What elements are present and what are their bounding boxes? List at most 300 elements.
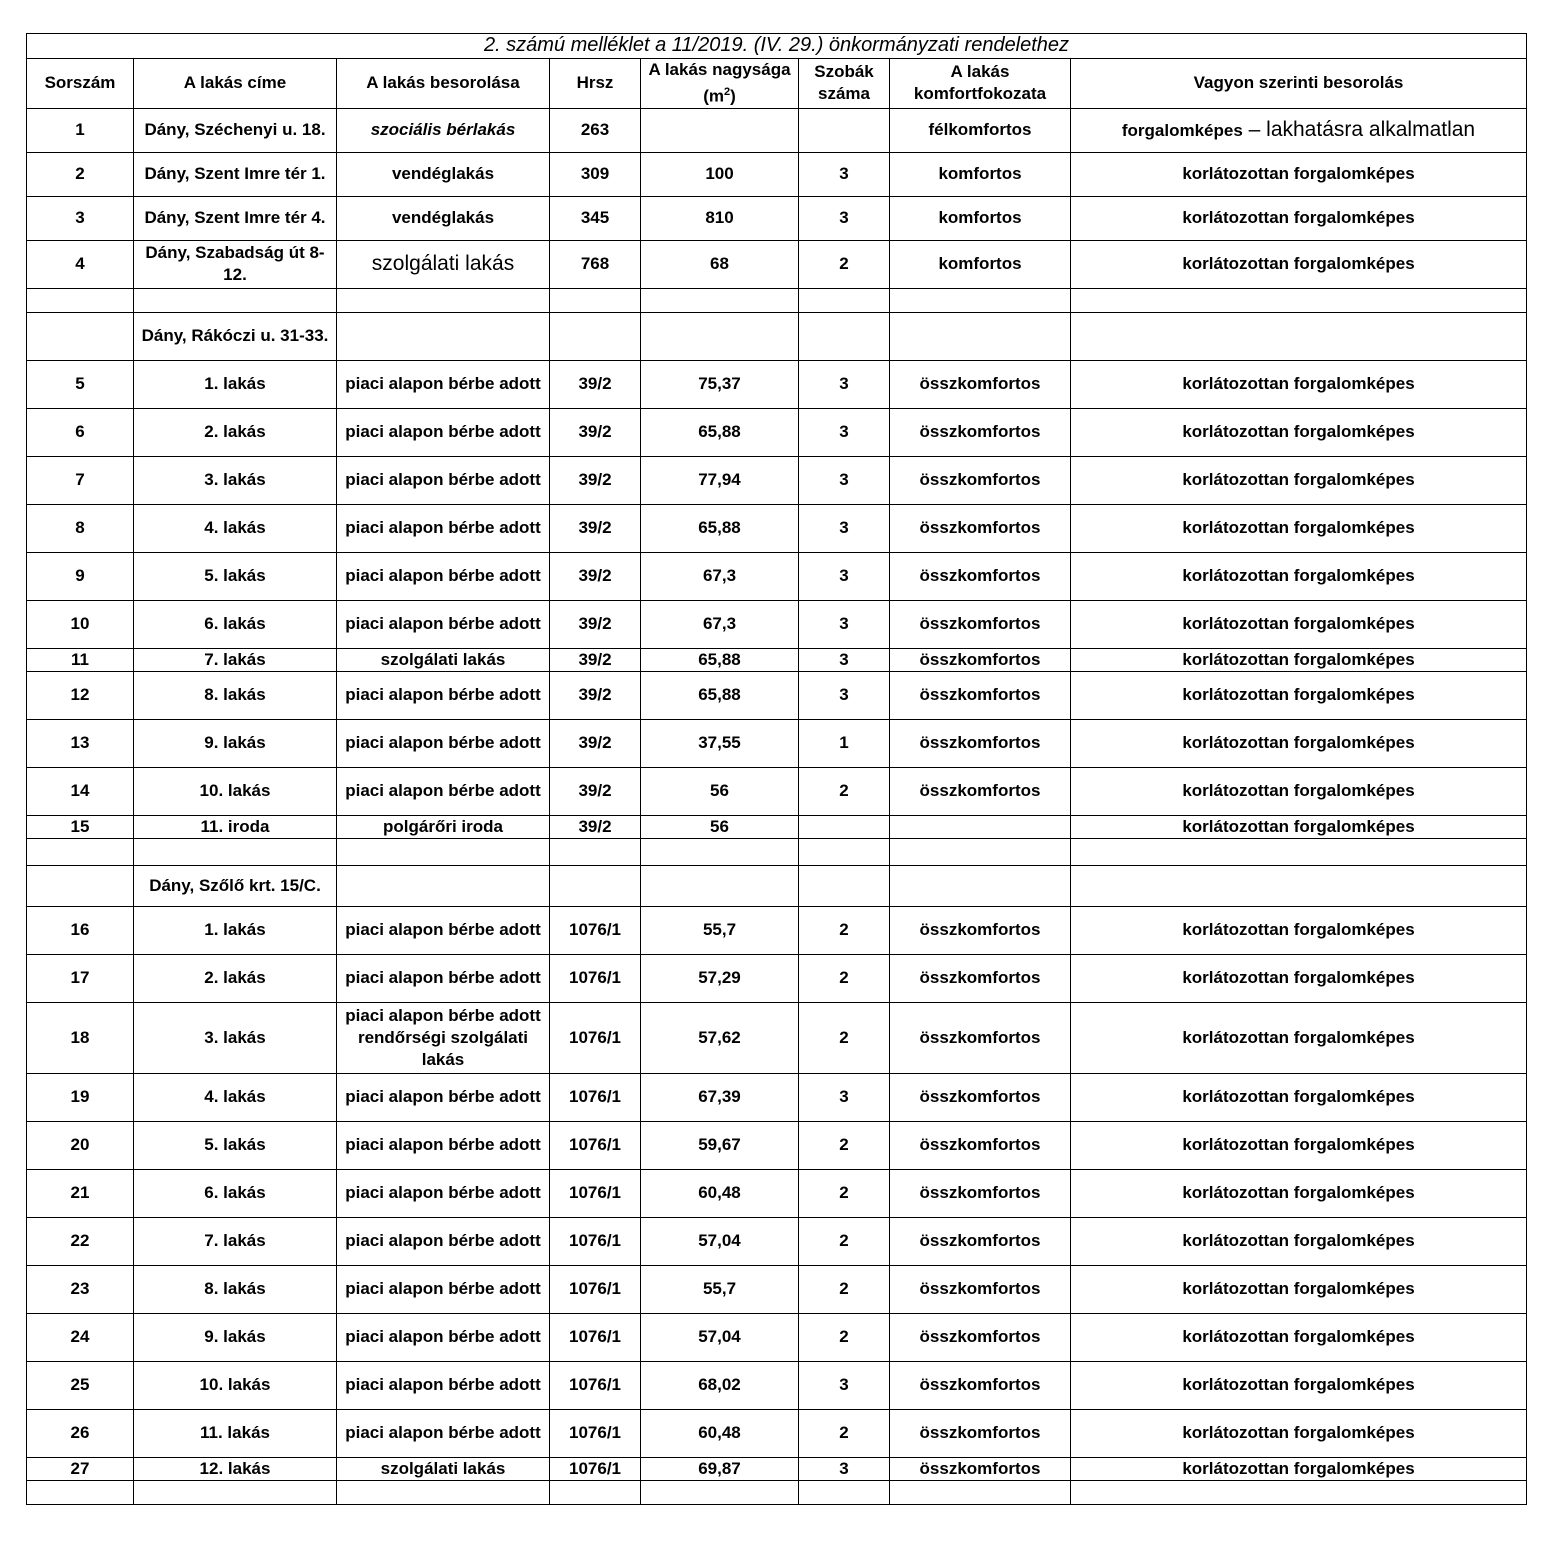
cell-komfort: komfortos — [890, 152, 1071, 196]
cell-vagyon — [1071, 1457, 1527, 1480]
cell-vagyon — [1071, 671, 1527, 719]
cell-sorszam: 18 — [27, 1002, 134, 1073]
cell-besorolas: piaci alapon bérbe adott — [337, 954, 550, 1002]
vagyon-main: korlátozottan forgalomképes — [1182, 781, 1415, 801]
cell-hrsz: 39/2 — [550, 408, 641, 456]
header-besorolas: A lakás besorolása — [337, 59, 550, 109]
cell-komfort: komfortos — [890, 240, 1071, 288]
cell-nagysag: 57,62 — [641, 1002, 799, 1073]
cell-komfort: összkomfortos — [890, 1313, 1071, 1361]
cell-sorszam: 20 — [27, 1121, 134, 1169]
cell-sorszam: 7 — [27, 456, 134, 504]
cell-sorszam: 9 — [27, 552, 134, 600]
cell-sorszam — [27, 312, 134, 360]
cell-nagysag: 65,88 — [641, 408, 799, 456]
cell-nagysag — [641, 108, 799, 152]
cell-besorolas: piaci alapon bérbe adott — [337, 719, 550, 767]
table-row — [27, 906, 1527, 954]
vagyon-main: korlátozottan forgalomképes — [1182, 470, 1415, 490]
table-row — [27, 240, 1527, 288]
cell-nagysag — [641, 1480, 799, 1504]
cell-szobak — [799, 288, 890, 312]
vagyon-main: korlátozottan forgalomképes — [1182, 685, 1415, 705]
cell-nagysag: 57,29 — [641, 954, 799, 1002]
vagyon-main: korlátozottan forgalomképes — [1182, 1423, 1415, 1443]
cell-besorolas: piaci alapon bérbe adott — [337, 1217, 550, 1265]
table-row — [27, 408, 1527, 456]
table-row — [27, 1169, 1527, 1217]
cell-komfort — [890, 865, 1071, 906]
cell-komfort: összkomfortos — [890, 1169, 1071, 1217]
cell-hrsz: 345 — [550, 196, 641, 240]
cell-besorolas: piaci alapon bérbe adott — [337, 1265, 550, 1313]
cell-szobak — [799, 312, 890, 360]
cell-besorolas — [337, 865, 550, 906]
table-row — [27, 1073, 1527, 1121]
cell-hrsz: 1076/1 — [550, 1217, 641, 1265]
annex-title: 2. számú melléklet a 11/2019. (IV. 29.) önkormányzati rendelethez — [26, 33, 1527, 58]
cell-nagysag — [641, 312, 799, 360]
table-row — [27, 552, 1527, 600]
cell-hrsz: 263 — [550, 108, 641, 152]
cell-besorolas: piaci alapon bérbe adott — [337, 1361, 550, 1409]
cell-komfort: összkomfortos — [890, 1217, 1071, 1265]
cell-vagyon — [1071, 1169, 1527, 1217]
vagyon-main: korlátozottan forgalomképes — [1182, 649, 1415, 669]
cell-cim: 10. lakás — [134, 1361, 337, 1409]
cell-szobak: 2 — [799, 1265, 890, 1313]
cell-szobak — [799, 108, 890, 152]
cell-komfort: összkomfortos — [890, 1265, 1071, 1313]
cell-hrsz: 39/2 — [550, 671, 641, 719]
cell-sorszam: 23 — [27, 1265, 134, 1313]
table-row — [27, 1313, 1527, 1361]
cell-besorolas: piaci alapon bérbe adott — [337, 671, 550, 719]
vagyon-main: korlátozottan forgalomképes — [1182, 920, 1415, 940]
cell-sorszam: 21 — [27, 1169, 134, 1217]
cell-szobak: 2 — [799, 767, 890, 815]
cell-nagysag — [641, 838, 799, 865]
cell-vagyon — [1071, 152, 1527, 196]
cell-nagysag: 75,37 — [641, 360, 799, 408]
cell-nagysag: 65,88 — [641, 648, 799, 671]
cell-nagysag: 67,39 — [641, 1073, 799, 1121]
cell-komfort — [890, 288, 1071, 312]
vagyon-main: korlátozottan forgalomképes — [1182, 968, 1415, 988]
cell-sorszam: 16 — [27, 906, 134, 954]
cell-szobak: 3 — [799, 1073, 890, 1121]
table-row — [27, 1002, 1527, 1073]
cell-vagyon — [1071, 240, 1527, 288]
cell-cim — [134, 288, 337, 312]
cell-vagyon — [1071, 1480, 1527, 1504]
cell-sorszam — [27, 838, 134, 865]
cell-hrsz: 1076/1 — [550, 1073, 641, 1121]
header-nagysag — [641, 59, 799, 109]
cell-besorolas: piaci alapon bérbe adott — [337, 552, 550, 600]
table-row — [27, 196, 1527, 240]
cell-komfort: összkomfortos — [890, 1121, 1071, 1169]
cell-hrsz: 39/2 — [550, 360, 641, 408]
cell-sorszam: 25 — [27, 1361, 134, 1409]
cell-besorolas: piaci alapon bérbe adott — [337, 1073, 550, 1121]
cell-nagysag: 77,94 — [641, 456, 799, 504]
cell-nagysag: 100 — [641, 152, 799, 196]
header-row — [27, 59, 1527, 109]
table-row — [27, 865, 1527, 906]
cell-besorolas: vendéglakás — [337, 196, 550, 240]
cell-komfort: összkomfortos — [890, 600, 1071, 648]
cell-szobak: 3 — [799, 671, 890, 719]
table-row — [27, 1409, 1527, 1457]
cell-vagyon — [1071, 1073, 1527, 1121]
cell-cim: 9. lakás — [134, 719, 337, 767]
cell-vagyon — [1071, 865, 1527, 906]
cell-szobak — [799, 1480, 890, 1504]
cell-vagyon — [1071, 196, 1527, 240]
cell-nagysag: 56 — [641, 767, 799, 815]
table-row — [27, 1361, 1527, 1409]
vagyon-main: korlátozottan forgalomképes — [1182, 1375, 1415, 1395]
table-row — [27, 838, 1527, 865]
cell-hrsz — [550, 865, 641, 906]
cell-nagysag: 67,3 — [641, 600, 799, 648]
cell-nagysag: 57,04 — [641, 1217, 799, 1265]
cell-sorszam: 8 — [27, 504, 134, 552]
cell-besorolas: polgárőri iroda — [337, 815, 550, 838]
cell-szobak: 2 — [799, 1121, 890, 1169]
cell-besorolas: piaci alapon bérbe adott — [337, 767, 550, 815]
cell-hrsz: 39/2 — [550, 552, 641, 600]
cell-sorszam: 17 — [27, 954, 134, 1002]
cell-vagyon — [1071, 954, 1527, 1002]
cell-komfort: komfortos — [890, 196, 1071, 240]
cell-sorszam: 11 — [27, 648, 134, 671]
cell-vagyon — [1071, 1002, 1527, 1073]
table-row — [27, 1480, 1527, 1504]
cell-komfort — [890, 312, 1071, 360]
cell-cim: Dány, Szabadság út 8-12. — [134, 240, 337, 288]
cell-cim: 3. lakás — [134, 1002, 337, 1073]
cell-cim: 4. lakás — [134, 504, 337, 552]
vagyon-main: korlátozottan forgalomképes — [1182, 1027, 1415, 1047]
vagyon-main: korlátozottan forgalomképes — [1182, 1327, 1415, 1347]
cell-szobak: 2 — [799, 1169, 890, 1217]
cell-besorolas: szociális bérlakás — [337, 108, 550, 152]
table-row — [27, 360, 1527, 408]
cell-komfort: félkomfortos — [890, 108, 1071, 152]
cell-hrsz: 309 — [550, 152, 641, 196]
cell-cim: 2. lakás — [134, 954, 337, 1002]
cell-komfort: összkomfortos — [890, 552, 1071, 600]
cell-komfort: összkomfortos — [890, 408, 1071, 456]
table-body — [27, 108, 1527, 1504]
cell-vagyon — [1071, 1409, 1527, 1457]
table-row — [27, 767, 1527, 815]
cell-cim: 11. iroda — [134, 815, 337, 838]
cell-szobak: 3 — [799, 152, 890, 196]
vagyon-main: korlátozottan forgalomképes — [1182, 164, 1415, 184]
cell-komfort — [890, 1480, 1071, 1504]
cell-vagyon — [1071, 1265, 1527, 1313]
cell-hrsz: 39/2 — [550, 767, 641, 815]
cell-sorszam: 4 — [27, 240, 134, 288]
cell-vagyon — [1071, 838, 1527, 865]
table-row — [27, 288, 1527, 312]
cell-sorszam: 27 — [27, 1457, 134, 1480]
cell-hrsz — [550, 838, 641, 865]
cell-besorolas — [337, 838, 550, 865]
cell-nagysag: 56 — [641, 815, 799, 838]
cell-szobak: 3 — [799, 504, 890, 552]
cell-cim: Dány, Szent Imre tér 1. — [134, 152, 337, 196]
cell-komfort: összkomfortos — [890, 504, 1071, 552]
cell-vagyon — [1071, 815, 1527, 838]
table-row — [27, 1265, 1527, 1313]
cell-szobak: 3 — [799, 552, 890, 600]
table-row — [27, 719, 1527, 767]
cell-sorszam: 1 — [27, 108, 134, 152]
cell-vagyon — [1071, 552, 1527, 600]
cell-nagysag: 810 — [641, 196, 799, 240]
cell-szobak: 2 — [799, 1313, 890, 1361]
cell-komfort: összkomfortos — [890, 1073, 1071, 1121]
cell-besorolas: piaci alapon bérbe adott — [337, 360, 550, 408]
cell-vagyon — [1071, 1121, 1527, 1169]
cell-besorolas: piaci alapon bérbe adott — [337, 408, 550, 456]
cell-sorszam: 24 — [27, 1313, 134, 1361]
cell-sorszam: 5 — [27, 360, 134, 408]
cell-sorszam: 26 — [27, 1409, 134, 1457]
cell-hrsz: 1076/1 — [550, 906, 641, 954]
table-row — [27, 648, 1527, 671]
cell-hrsz — [550, 288, 641, 312]
cell-szobak: 2 — [799, 954, 890, 1002]
vagyon-main: korlátozottan forgalomképes — [1182, 254, 1415, 274]
vagyon-main: korlátozottan forgalomképes — [1182, 614, 1415, 634]
cell-cim: 2. lakás — [134, 408, 337, 456]
cell-besorolas: piaci alapon bérbe adott — [337, 504, 550, 552]
cell-nagysag: 57,04 — [641, 1313, 799, 1361]
table-row — [27, 456, 1527, 504]
header-cim: A lakás címe — [134, 59, 337, 109]
cell-szobak: 2 — [799, 1217, 890, 1265]
cell-besorolas — [337, 312, 550, 360]
cell-hrsz: 1076/1 — [550, 954, 641, 1002]
cell-vagyon — [1071, 648, 1527, 671]
cell-vagyon — [1071, 312, 1527, 360]
cell-szobak: 1 — [799, 719, 890, 767]
header-nagysag-text: A lakás nagysága (m — [648, 60, 791, 106]
cell-komfort: összkomfortos — [890, 671, 1071, 719]
cell-vagyon — [1071, 719, 1527, 767]
cell-szobak — [799, 815, 890, 838]
table-row — [27, 1457, 1527, 1480]
cell-cim — [134, 838, 337, 865]
cell-besorolas: vendéglakás — [337, 152, 550, 196]
cell-nagysag: 69,87 — [641, 1457, 799, 1480]
vagyon-main: korlátozottan forgalomképes — [1182, 208, 1415, 228]
cell-sorszam — [27, 1480, 134, 1504]
table-row — [27, 1217, 1527, 1265]
cell-sorszam: 14 — [27, 767, 134, 815]
cell-hrsz: 1076/1 — [550, 1002, 641, 1073]
cell-nagysag: 60,48 — [641, 1169, 799, 1217]
cell-komfort: összkomfortos — [890, 1361, 1071, 1409]
vagyon-main: korlátozottan forgalomképes — [1182, 1135, 1415, 1155]
vagyon-main: korlátozottan forgalomképes — [1182, 733, 1415, 753]
cell-sorszam: 10 — [27, 600, 134, 648]
cell-cim: 3. lakás — [134, 456, 337, 504]
vagyon-main: korlátozottan forgalomképes — [1182, 1183, 1415, 1203]
cell-cim: 8. lakás — [134, 671, 337, 719]
cell-cim: Dány, Rákóczi u. 31-33. — [134, 312, 337, 360]
cell-szobak: 3 — [799, 600, 890, 648]
cell-hrsz: 39/2 — [550, 719, 641, 767]
cell-nagysag — [641, 865, 799, 906]
cell-szobak — [799, 838, 890, 865]
cell-sorszam — [27, 865, 134, 906]
cell-vagyon — [1071, 767, 1527, 815]
cell-komfort: összkomfortos — [890, 1409, 1071, 1457]
header-szobak: Szobák száma — [799, 59, 890, 109]
cell-komfort: összkomfortos — [890, 360, 1071, 408]
cell-vagyon — [1071, 408, 1527, 456]
vagyon-main: korlátozottan forgalomképes — [1182, 1279, 1415, 1299]
cell-besorolas: piaci alapon bérbe adott — [337, 1169, 550, 1217]
property-table — [26, 33, 1527, 1505]
cell-cim — [134, 1480, 337, 1504]
cell-hrsz — [550, 1480, 641, 1504]
cell-sorszam: 19 — [27, 1073, 134, 1121]
vagyon-main: korlátozottan forgalomképes — [1182, 422, 1415, 442]
cell-besorolas: szolgálati lakás — [337, 1457, 550, 1480]
cell-besorolas: piaci alapon bérbe adott — [337, 600, 550, 648]
cell-hrsz — [550, 312, 641, 360]
cell-vagyon — [1071, 360, 1527, 408]
cell-cim: 1. lakás — [134, 906, 337, 954]
cell-nagysag: 55,7 — [641, 1265, 799, 1313]
cell-nagysag: 55,7 — [641, 906, 799, 954]
cell-nagysag: 65,88 — [641, 671, 799, 719]
cell-sorszam: 3 — [27, 196, 134, 240]
vagyon-main: korlátozottan forgalomképes — [1182, 1087, 1415, 1107]
cell-besorolas: piaci alapon bérbe adott — [337, 906, 550, 954]
cell-vagyon — [1071, 1217, 1527, 1265]
cell-sorszam: 6 — [27, 408, 134, 456]
cell-szobak: 2 — [799, 1002, 890, 1073]
cell-cim: 7. lakás — [134, 648, 337, 671]
table-row — [27, 600, 1527, 648]
cell-vagyon — [1071, 288, 1527, 312]
cell-cim: Dány, Szent Imre tér 4. — [134, 196, 337, 240]
cell-cim: Dány, Széchenyi u. 18. — [134, 108, 337, 152]
table-row — [27, 108, 1527, 152]
cell-nagysag — [641, 288, 799, 312]
table-row — [27, 1121, 1527, 1169]
cell-szobak: 2 — [799, 1409, 890, 1457]
cell-nagysag: 59,67 — [641, 1121, 799, 1169]
cell-vagyon — [1071, 906, 1527, 954]
cell-komfort: összkomfortos — [890, 1457, 1071, 1480]
cell-nagysag: 37,55 — [641, 719, 799, 767]
cell-nagysag: 68 — [641, 240, 799, 288]
cell-komfort: összkomfortos — [890, 767, 1071, 815]
cell-cim: Dány, Szőlő krt. 15/C. — [134, 865, 337, 906]
table-row — [27, 152, 1527, 196]
cell-sorszam: 2 — [27, 152, 134, 196]
header-nagysag-close: ) — [730, 86, 736, 106]
cell-szobak: 3 — [799, 648, 890, 671]
table-row — [27, 815, 1527, 838]
cell-nagysag: 65,88 — [641, 504, 799, 552]
cell-sorszam: 12 — [27, 671, 134, 719]
cell-besorolas: szolgálati lakás — [337, 240, 550, 288]
cell-vagyon — [1071, 1361, 1527, 1409]
cell-cim: 1. lakás — [134, 360, 337, 408]
cell-komfort — [890, 815, 1071, 838]
cell-cim: 6. lakás — [134, 600, 337, 648]
cell-besorolas: piaci alapon bérbe adott — [337, 456, 550, 504]
cell-besorolas — [337, 288, 550, 312]
cell-hrsz: 39/2 — [550, 648, 641, 671]
vagyon-note: – lakhatásra alkalmatlan — [1242, 117, 1476, 141]
header-hrsz: Hrsz — [550, 59, 641, 109]
vagyon-main: korlátozottan forgalomképes — [1182, 1458, 1415, 1478]
cell-besorolas: szolgálati lakás — [337, 648, 550, 671]
vagyon-main: korlátozottan forgalomképes — [1182, 566, 1415, 586]
cell-szobak: 3 — [799, 456, 890, 504]
cell-hrsz: 768 — [550, 240, 641, 288]
cell-besorolas: piaci alapon bérbe adott — [337, 1121, 550, 1169]
cell-besorolas: piaci alapon bérbe adott rendőrségi szolgálati lakás — [337, 1002, 550, 1073]
cell-komfort — [890, 838, 1071, 865]
cell-komfort: összkomfortos — [890, 954, 1071, 1002]
vagyon-main: korlátozottan forgalomképes — [1182, 518, 1415, 538]
cell-hrsz: 1076/1 — [550, 1313, 641, 1361]
vagyon-main: korlátozottan forgalomképes — [1182, 374, 1415, 394]
cell-szobak: 3 — [799, 1457, 890, 1480]
cell-hrsz: 39/2 — [550, 600, 641, 648]
cell-cim: 4. lakás — [134, 1073, 337, 1121]
cell-nagysag: 67,3 — [641, 552, 799, 600]
cell-vagyon — [1071, 1313, 1527, 1361]
cell-vagyon — [1071, 504, 1527, 552]
cell-vagyon — [1071, 108, 1527, 152]
cell-cim: 12. lakás — [134, 1457, 337, 1480]
cell-szobak: 3 — [799, 408, 890, 456]
cell-sorszam: 15 — [27, 815, 134, 838]
cell-szobak: 3 — [799, 196, 890, 240]
cell-besorolas — [337, 1480, 550, 1504]
header-sorszam: Sorszám — [27, 59, 134, 109]
table-row — [27, 504, 1527, 552]
table-row — [27, 671, 1527, 719]
table-row — [27, 312, 1527, 360]
vagyon-main: korlátozottan forgalomképes — [1182, 1231, 1415, 1251]
table-row — [27, 954, 1527, 1002]
cell-vagyon — [1071, 600, 1527, 648]
cell-hrsz: 1076/1 — [550, 1361, 641, 1409]
cell-komfort: összkomfortos — [890, 648, 1071, 671]
cell-hrsz: 1076/1 — [550, 1457, 641, 1480]
cell-cim: 9. lakás — [134, 1313, 337, 1361]
cell-hrsz: 1076/1 — [550, 1265, 641, 1313]
cell-besorolas: piaci alapon bérbe adott — [337, 1313, 550, 1361]
cell-komfort: összkomfortos — [890, 456, 1071, 504]
cell-hrsz: 39/2 — [550, 456, 641, 504]
cell-vagyon — [1071, 456, 1527, 504]
